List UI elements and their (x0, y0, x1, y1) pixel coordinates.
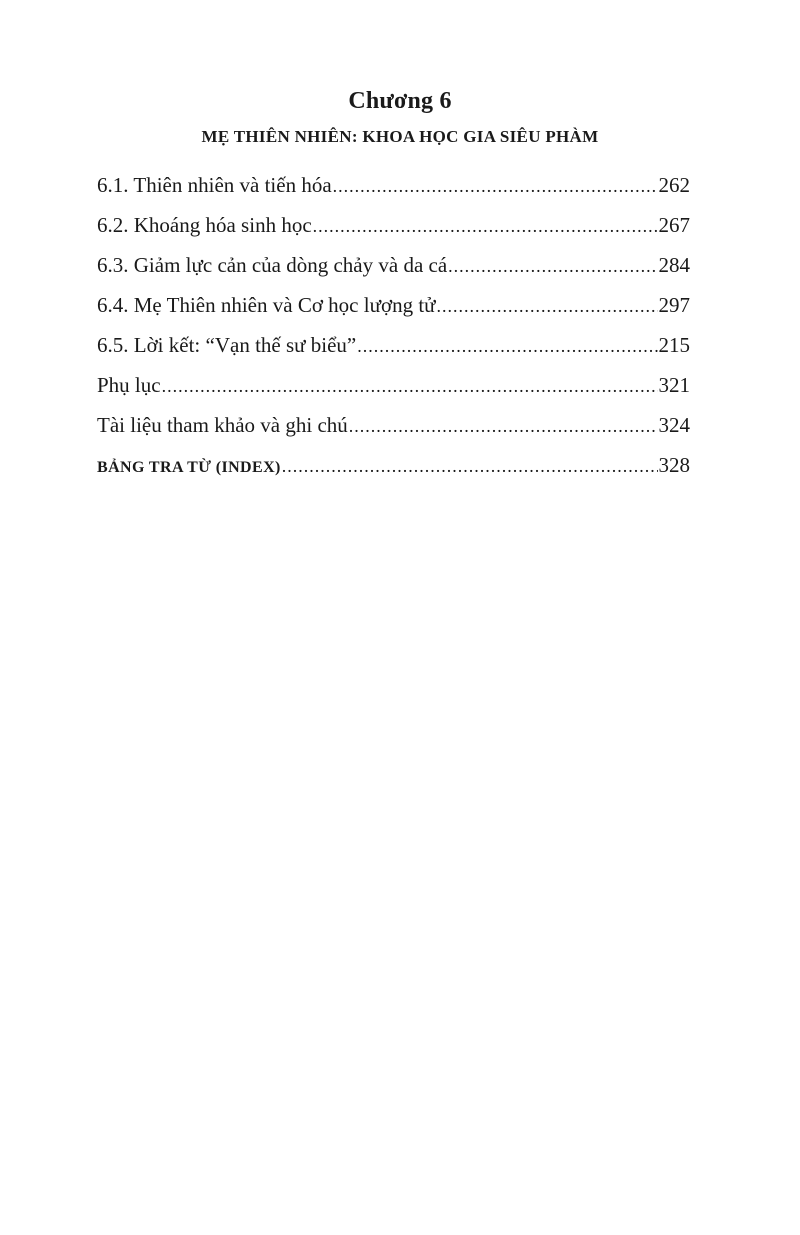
toc-entry-page: 262 (658, 173, 690, 197)
chapter-subtitle: MẸ THIÊN NHIÊN: KHOA HỌC GIA SIÊU PHÀM (201, 127, 599, 146)
toc-entry-page: 284 (658, 253, 690, 277)
dot-leader (437, 289, 658, 323)
toc-entry-label: BẢNG TRA TỪ (INDEX) (97, 459, 281, 476)
toc-entry-label: Phụ lục (97, 373, 161, 397)
toc-entry-6-5[interactable] (97, 328, 690, 368)
dot-leader (333, 169, 658, 203)
toc-entry-page: 267 (658, 213, 690, 237)
toc-entry-references[interactable] (97, 408, 690, 448)
toc-entry-label: 6.3. Giảm lực cản của dòng chảy và da cá (97, 253, 448, 277)
toc-entry-label: 6.5. Lời kết: “Vạn thế sư biểu” (97, 333, 357, 357)
toc-entry-appendix[interactable] (97, 368, 690, 408)
dot-leader (357, 329, 657, 363)
table-of-contents (97, 168, 690, 488)
toc-entry-index[interactable] (97, 448, 690, 488)
dot-leader (162, 369, 658, 403)
toc-entry-page: 321 (658, 373, 690, 397)
dot-leader (448, 249, 657, 283)
toc-entry-page: 297 (658, 293, 690, 317)
toc-entry-6-3[interactable] (97, 248, 690, 288)
dot-leader (313, 209, 658, 243)
dot-leader (282, 449, 658, 483)
toc-entry-6-1[interactable] (97, 168, 690, 208)
toc-entry-page: 215 (658, 333, 690, 357)
toc-entry-label: Tài liệu tham khảo và ghi chú (97, 413, 348, 437)
toc-entry-label: 6.4. Mẹ Thiên nhiên và Cơ học lượng tử (97, 293, 436, 317)
chapter-title: Chương 6 (348, 88, 452, 114)
dot-leader (349, 409, 658, 443)
toc-entry-label: 6.1. Thiên nhiên và tiến hóa (97, 173, 332, 197)
toc-entry-page: 324 (658, 413, 690, 437)
toc-entry-6-4[interactable] (97, 288, 690, 328)
toc-entry-6-2[interactable] (97, 208, 690, 248)
toc-entry-label: 6.2. Khoáng hóa sinh học (97, 213, 312, 237)
toc-entry-page: 328 (658, 453, 690, 477)
